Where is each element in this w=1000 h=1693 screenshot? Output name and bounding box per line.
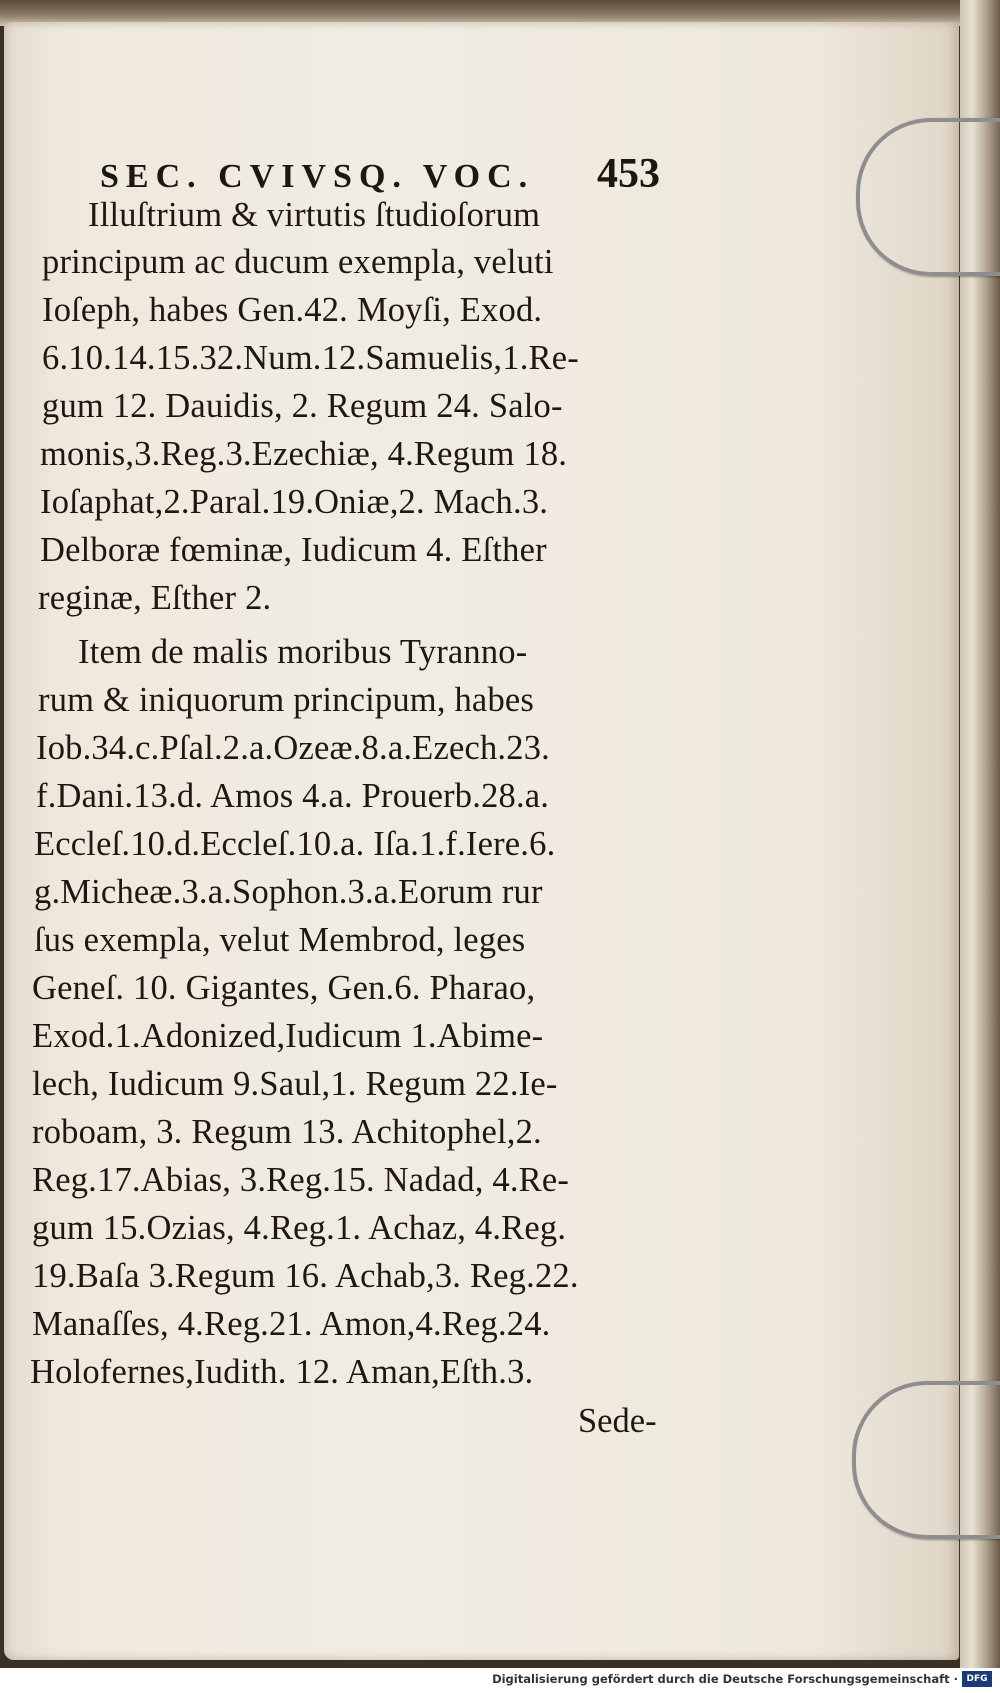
text-line: ſus exempla, velut Membrod, leges	[34, 921, 526, 959]
text-line: gum 12. Dauidis, 2. Regum 24. Salo-	[42, 387, 563, 425]
text-line: Item de malis moribus Tyranno-	[78, 633, 528, 671]
text-line: Ioſeph, habes Gen.42. Moyſi, Exod.	[42, 291, 543, 329]
text-line: Ioſaphat,2.Paral.19.Oniæ,2. Mach.3.	[40, 483, 549, 521]
running-head-title: SEC. CVIVSQ. VOC.	[100, 158, 535, 195]
text-line: principum ac ducum exempla, veluti	[42, 243, 554, 281]
page-clip-bottom	[852, 1381, 1000, 1539]
text-line: g.Micheæ.3.a.Sophon.3.a.Eorum rur	[34, 873, 543, 911]
text-line: reginæ, Eſther 2.	[38, 579, 272, 617]
text-line: f.Dani.13.d. Amos 4.a. Prouerb.28.a.	[36, 777, 550, 815]
text-line: roboam, 3. Regum 13. Achitophel,2.	[32, 1113, 542, 1151]
text-line: 6.10.14.15.32.Num.12.Samuelis,1.Re-	[42, 339, 579, 377]
catchword: Sede-	[578, 1402, 657, 1440]
text-line: lech, Iudicum 9.Saul,1. Regum 22.Ie-	[32, 1065, 558, 1103]
page-clip-top	[856, 118, 1000, 276]
text-line: Holofernes,Iudith. 12. Aman,Eſth.3.	[30, 1353, 534, 1391]
text-line: Eccleſ.10.d.Eccleſ.10.a. Iſa.1.f.Iere.6.	[34, 825, 556, 863]
text-line: Reg.17.Abias, 3.Reg.15. Nadad, 4.Re-	[32, 1161, 570, 1199]
running-head	[100, 150, 660, 198]
text-line: monis,3.Reg.3.Ezechiæ, 4.Regum 18.	[40, 435, 568, 473]
text-line: Illuſtrium & virtutis ſtudioſorum	[88, 196, 541, 234]
text-line: Exod.1.Adonized,Iudicum 1.Abime-	[32, 1017, 544, 1055]
text-line: gum 15.Ozias, 4.Reg.1. Achaz, 4.Reg.	[32, 1209, 567, 1247]
dfg-logo-icon: DFG	[962, 1671, 992, 1687]
text-line: 19.Baſa 3.Regum 16. Achab,3. Reg.22.	[32, 1257, 579, 1295]
text-line: Geneſ. 10. Gigantes, Gen.6. Pharao,	[32, 969, 536, 1007]
text-line: Iob.34.c.Pſal.2.a.Ozeæ.8.a.Ezech.23.	[36, 729, 550, 767]
page-number: 453	[597, 151, 660, 197]
text-line: Delboræ fœminæ, Iudicum 4. Eſther	[40, 531, 547, 569]
text-line: Manaſſes, 4.Reg.21. Amon,4.Reg.24.	[32, 1305, 551, 1343]
footer-credit: Digitalisierung gefördert durch die Deutsche Forschungsgemeinschaft ·	[492, 1672, 958, 1686]
text-line: rum & iniquorum principum, habes	[38, 681, 535, 719]
